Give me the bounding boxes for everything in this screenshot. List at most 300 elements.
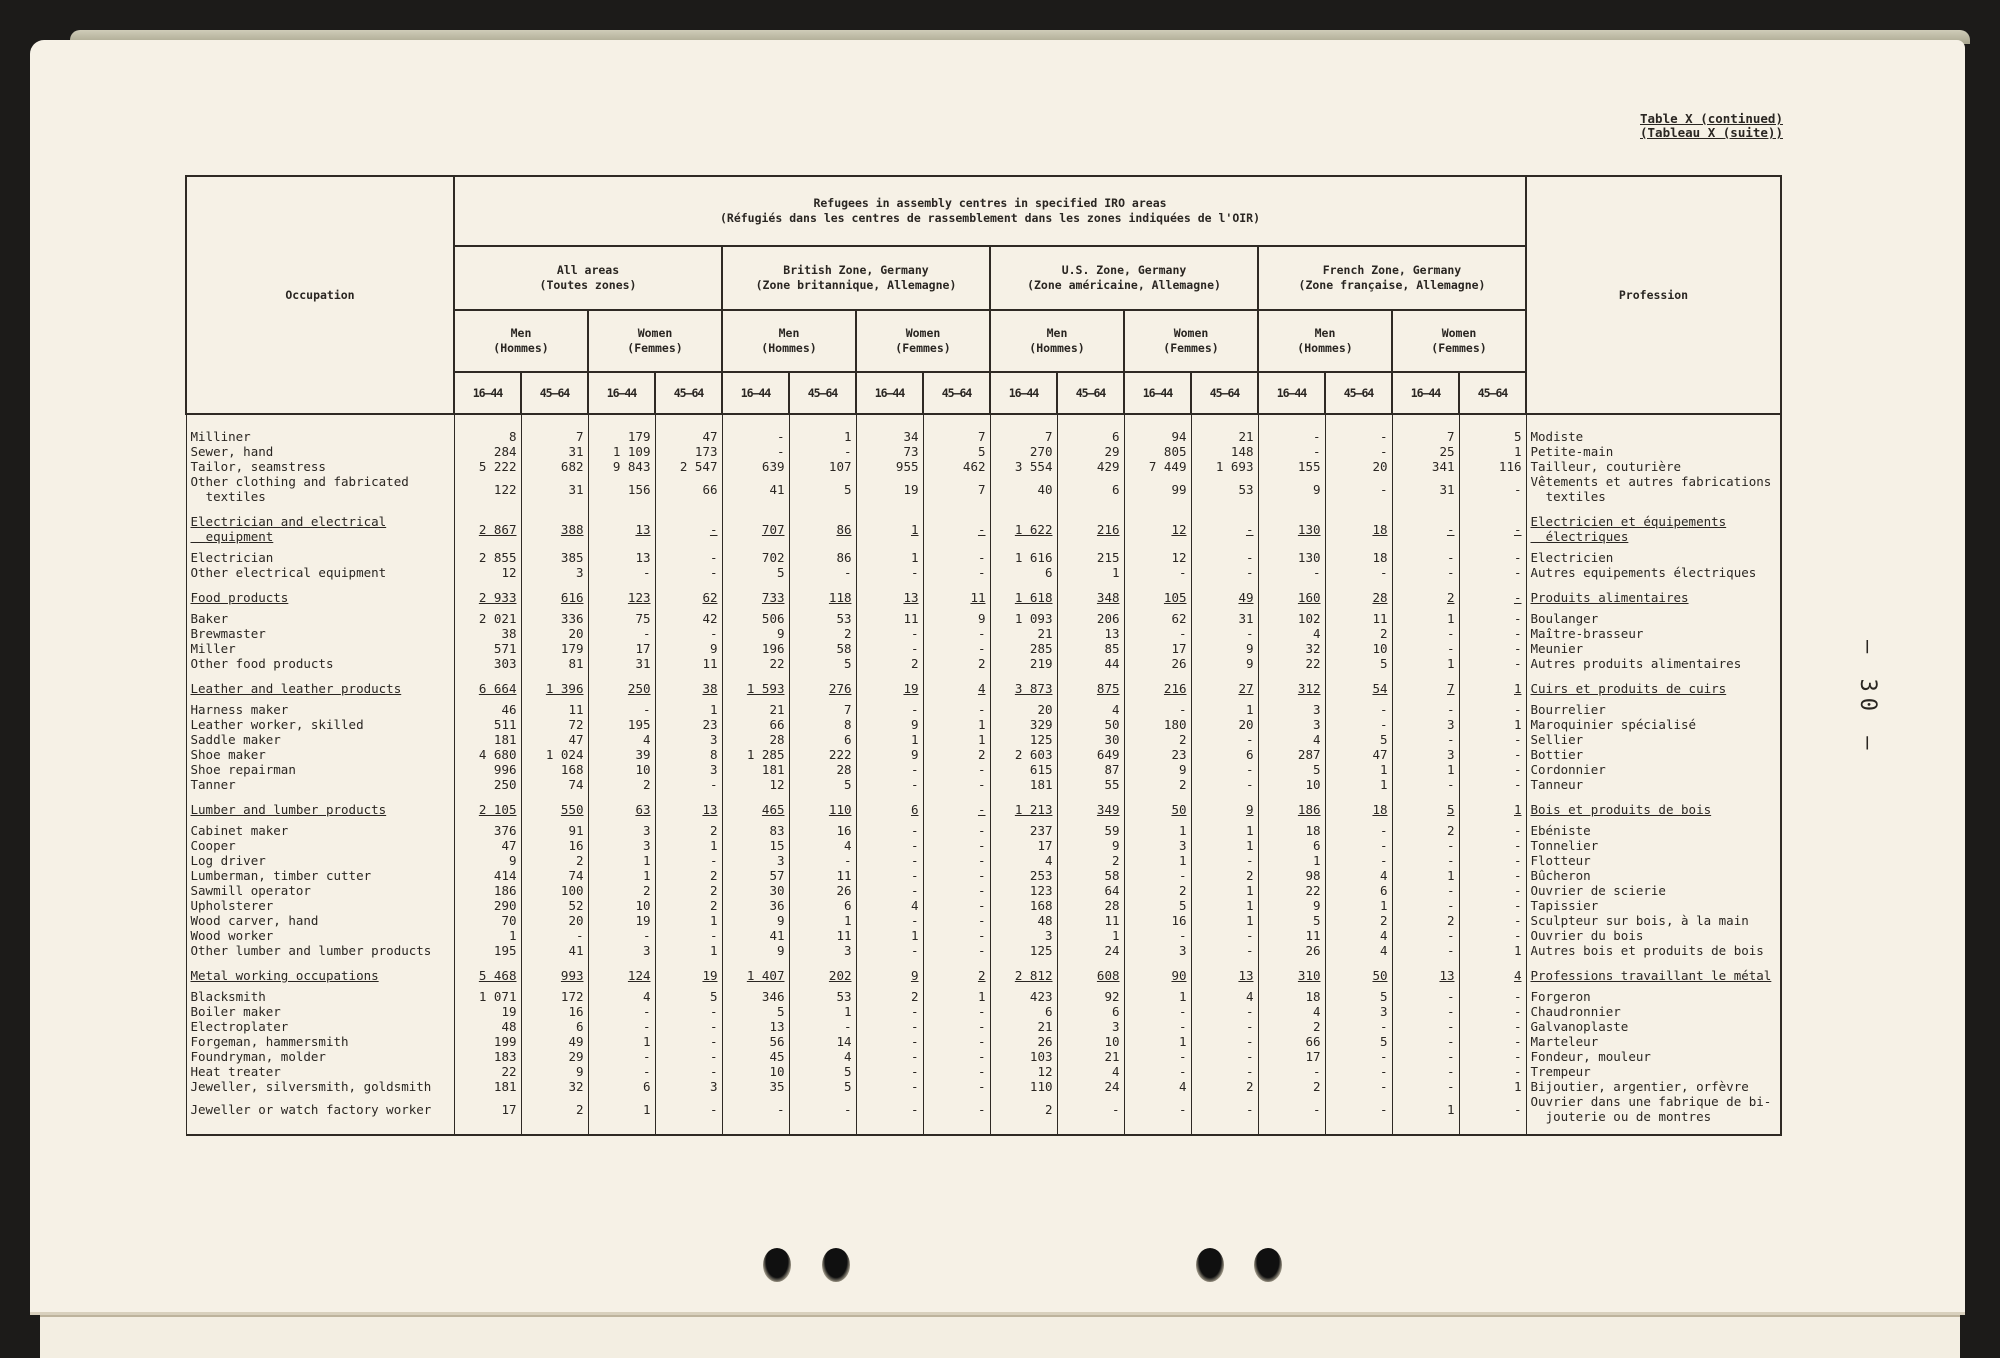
value-cell	[521, 671, 588, 702]
value-cell	[1392, 702, 1459, 717]
value-cell	[1459, 641, 1526, 656]
value-text: 13	[769, 1019, 785, 1034]
value-text: -	[709, 1004, 718, 1019]
profession-cell: Flotteur	[1526, 853, 1781, 868]
value-text: 7	[843, 702, 852, 717]
value-text: 5	[977, 444, 986, 459]
value-cell	[1459, 656, 1526, 671]
value-text: 39	[635, 747, 651, 762]
value-text: 20	[1372, 459, 1388, 474]
profession-cell: Sculpteur sur bois, à la main	[1526, 913, 1781, 928]
value-cell	[789, 913, 856, 928]
value-cell	[1057, 943, 1124, 958]
value-text: 2 547	[679, 459, 718, 474]
value-text: 17	[1305, 1049, 1321, 1064]
value-text: 64	[1104, 883, 1120, 898]
value-cell	[1325, 580, 1392, 611]
value-text: 186	[493, 883, 517, 898]
value-text: 46	[501, 702, 517, 717]
value-cell	[856, 459, 923, 474]
value-cell	[722, 474, 789, 504]
value-cell	[521, 656, 588, 671]
value-text: 86	[836, 521, 852, 537]
value-cell	[1057, 853, 1124, 868]
value-text: 1	[1245, 913, 1254, 928]
occupation-cell: Wood worker	[186, 928, 454, 943]
value-cell	[1191, 868, 1258, 883]
value-text: 1	[1446, 1101, 1455, 1117]
value-cell	[1325, 504, 1392, 550]
value-cell	[789, 928, 856, 943]
value-text: -	[1379, 702, 1388, 717]
value-cell	[655, 565, 722, 580]
value-cell	[923, 580, 990, 611]
value-text: 6	[1111, 429, 1120, 444]
value-cell	[1057, 1064, 1124, 1079]
value-cell	[655, 747, 722, 762]
sex-name: Women	[1441, 326, 1477, 340]
value-cell	[1459, 868, 1526, 883]
sex-name-fr: (Femmes)	[1163, 341, 1219, 355]
value-text: 2	[642, 777, 651, 792]
value-cell	[588, 1004, 655, 1019]
value-text: -	[1178, 1064, 1187, 1079]
value-cell	[521, 459, 588, 474]
value-text: 1	[910, 732, 919, 747]
value-text: 24	[1104, 1079, 1120, 1094]
value-cell	[990, 641, 1057, 656]
value-text: -	[1513, 656, 1522, 671]
value-cell	[655, 550, 722, 565]
value-text: -	[977, 913, 986, 928]
value-text: 215	[1096, 550, 1120, 565]
value-text: 10	[769, 1064, 785, 1079]
table-row	[186, 656, 1781, 671]
occupation-cell: Sewer, hand	[186, 444, 454, 459]
value-cell	[856, 823, 923, 838]
value-text: 91	[568, 823, 584, 838]
table-row	[186, 1094, 1781, 1135]
value-text: 2	[575, 853, 584, 868]
value-cell	[990, 1079, 1057, 1094]
value-text: 3	[843, 943, 852, 958]
value-text: 733	[761, 590, 785, 605]
value-text: 21	[1037, 626, 1053, 641]
value-cell	[454, 868, 521, 883]
value-cell	[1057, 1094, 1124, 1135]
value-cell	[990, 958, 1057, 989]
value-cell	[1057, 777, 1124, 792]
value-cell	[521, 747, 588, 762]
age-header: 45–64	[655, 372, 722, 414]
value-text: -	[1513, 1034, 1522, 1049]
value-text: -	[910, 823, 919, 838]
value-cell	[655, 1019, 722, 1034]
value-cell	[1124, 913, 1191, 928]
value-text: 14	[836, 1034, 852, 1049]
value-cell	[1325, 883, 1392, 898]
table-row	[186, 565, 1781, 580]
value-text: 26	[1037, 1034, 1053, 1049]
value-text: 12	[1171, 521, 1187, 537]
value-text: -	[910, 702, 919, 717]
value-cell	[454, 838, 521, 853]
value-cell	[1124, 838, 1191, 853]
value-text: 19	[702, 968, 718, 983]
value-cell	[1459, 943, 1526, 958]
value-text: 11	[568, 702, 584, 717]
table-row	[186, 611, 1781, 626]
value-text: 20	[1238, 717, 1254, 732]
value-cell	[1325, 459, 1392, 474]
value-cell	[990, 1094, 1057, 1135]
value-cell	[856, 550, 923, 565]
value-text: -	[1513, 1101, 1522, 1117]
value-cell	[588, 762, 655, 777]
value-cell	[1325, 823, 1392, 838]
age-header: 16–44	[1392, 372, 1459, 414]
value-cell	[789, 611, 856, 626]
occupation-cell: Tailor, seamstress	[186, 459, 454, 474]
value-cell	[856, 913, 923, 928]
value-text: 19	[501, 1004, 517, 1019]
value-text: 28	[1372, 590, 1388, 605]
occupation-cell: Cooper	[186, 838, 454, 853]
value-text: -	[977, 1064, 986, 1079]
value-text: 222	[828, 747, 852, 762]
value-text: 70	[501, 913, 517, 928]
value-cell	[1392, 656, 1459, 671]
value-text: 6	[1245, 747, 1254, 762]
value-text: 5	[843, 1064, 852, 1079]
value-text: 5	[843, 777, 852, 792]
value-text: 25	[1439, 444, 1455, 459]
value-text: 20	[1037, 702, 1053, 717]
value-text: -	[910, 626, 919, 641]
value-text: 312	[1297, 681, 1321, 696]
value-cell	[722, 823, 789, 838]
value-text: 40	[1037, 481, 1053, 497]
value-cell	[454, 444, 521, 459]
value-cell	[655, 611, 722, 626]
value-text: 148	[1230, 444, 1254, 459]
profession-cell: Cordonnier	[1526, 762, 1781, 777]
value-cell	[588, 1064, 655, 1079]
profession-cell: Electricien	[1526, 550, 1781, 565]
value-cell	[1191, 459, 1258, 474]
value-cell	[1325, 762, 1392, 777]
value-cell	[1325, 989, 1392, 1004]
value-cell	[1258, 1079, 1325, 1094]
value-text: 30	[1104, 732, 1120, 747]
value-cell	[1258, 732, 1325, 747]
value-cell	[923, 504, 990, 550]
value-text: 179	[627, 429, 651, 444]
table-row	[186, 444, 1781, 459]
value-cell	[1459, 747, 1526, 762]
value-cell	[1392, 580, 1459, 611]
value-cell	[1057, 702, 1124, 717]
value-text: -	[1513, 550, 1522, 565]
value-cell	[521, 792, 588, 823]
value-text: -	[910, 777, 919, 792]
value-cell	[990, 611, 1057, 626]
value-text: -	[910, 1019, 919, 1034]
value-cell	[1392, 1064, 1459, 1079]
value-text: 18	[1372, 521, 1388, 537]
value-cell	[1459, 1094, 1526, 1135]
occupation-cell: Upholsterer	[186, 898, 454, 913]
value-text: -	[1513, 838, 1522, 853]
value-text: 160	[1297, 590, 1321, 605]
value-cell	[1191, 943, 1258, 958]
age-header: 16–44	[856, 372, 923, 414]
value-text: 5	[1312, 913, 1321, 928]
value-text: 423	[1029, 989, 1053, 1004]
value-text: 31	[635, 656, 651, 671]
value-text: -	[1513, 762, 1522, 777]
value-cell	[1459, 550, 1526, 565]
value-cell	[1459, 958, 1526, 989]
value-cell	[1459, 777, 1526, 792]
area-header	[1258, 246, 1526, 310]
value-cell	[990, 883, 1057, 898]
value-cell	[454, 1019, 521, 1034]
value-text: 5	[776, 1004, 785, 1019]
value-cell	[1191, 550, 1258, 565]
value-cell	[1057, 1019, 1124, 1034]
value-cell	[655, 1049, 722, 1064]
value-text: 8	[709, 747, 718, 762]
value-cell	[1191, 474, 1258, 504]
value-cell	[521, 611, 588, 626]
value-text: -	[709, 1064, 718, 1079]
value-cell	[722, 853, 789, 868]
value-text: 12	[501, 565, 517, 580]
value-text: 4	[1513, 968, 1522, 983]
value-text: 181	[493, 1079, 517, 1094]
value-cell	[1057, 641, 1124, 656]
value-cell	[1325, 1004, 1392, 1019]
value-text: -	[642, 1004, 651, 1019]
value-cell	[722, 444, 789, 459]
value-text: -	[977, 565, 986, 580]
area-name-fr: (Zone américaine, Allemagne)	[1027, 278, 1221, 292]
value-cell	[588, 747, 655, 762]
value-cell	[1191, 762, 1258, 777]
value-text: -	[709, 777, 718, 792]
value-cell	[1258, 823, 1325, 838]
value-text: 376	[493, 823, 517, 838]
profession-cell: Sellier	[1526, 732, 1781, 747]
value-text: -	[642, 1019, 651, 1034]
table-row	[186, 1019, 1781, 1034]
occupation-cell: Forgeman, hammersmith	[186, 1034, 454, 1049]
value-text: 4	[910, 898, 919, 913]
age-header: 45–64	[1057, 372, 1124, 414]
value-cell	[1459, 671, 1526, 702]
value-text: 9 843	[612, 459, 651, 474]
value-text: 6	[843, 732, 852, 747]
value-text: 44	[1104, 656, 1120, 671]
value-text: 608	[1096, 968, 1120, 983]
value-cell	[1459, 732, 1526, 747]
value-cell	[1258, 504, 1325, 550]
value-text: 6	[575, 1019, 584, 1034]
occupation-cell: Electrician and electrical equipment	[186, 504, 454, 550]
value-cell	[789, 868, 856, 883]
occupation-cell: Saddle maker	[186, 732, 454, 747]
value-text: 2	[709, 883, 718, 898]
value-text: -	[977, 641, 986, 656]
value-text: -	[776, 444, 785, 459]
value-cell	[789, 656, 856, 671]
value-text: -	[1513, 1049, 1522, 1064]
value-cell	[789, 792, 856, 823]
value-cell	[588, 898, 655, 913]
value-text: 4	[1379, 868, 1388, 883]
value-cell	[1325, 550, 1392, 565]
value-text: 5 222	[478, 459, 517, 474]
value-text: 41	[568, 943, 584, 958]
table-row	[186, 1079, 1781, 1094]
value-cell	[1124, 1004, 1191, 1019]
value-text: 9	[910, 968, 919, 983]
value-cell	[655, 717, 722, 732]
value-text: 21	[1104, 1049, 1120, 1064]
value-text: -	[1379, 838, 1388, 853]
value-text: 57	[769, 868, 785, 883]
value-cell	[1392, 883, 1459, 898]
value-text: 17	[501, 1101, 517, 1117]
profession-cell: Ouvrier de scierie	[1526, 883, 1781, 898]
table-row	[186, 1004, 1781, 1019]
value-text: -	[1513, 611, 1522, 626]
value-text: 7	[1446, 429, 1455, 444]
value-text: 47	[501, 838, 517, 853]
value-text: 6	[642, 1079, 651, 1094]
value-text: -	[575, 928, 584, 943]
value-cell	[1124, 565, 1191, 580]
value-cell	[1392, 732, 1459, 747]
value-cell	[655, 732, 722, 747]
age-header: 45–64	[923, 372, 990, 414]
value-text: 55	[1104, 777, 1120, 792]
profession-cell: Autres bois et produits de bois	[1526, 943, 1781, 958]
value-text: 1 407	[746, 968, 785, 983]
value-text: 156	[627, 481, 651, 497]
page-number: — 30 —	[1855, 640, 1880, 756]
value-cell	[521, 1094, 588, 1135]
value-cell	[990, 550, 1057, 565]
occupation-cell: Miller	[186, 641, 454, 656]
value-cell	[1459, 717, 1526, 732]
value-cell	[923, 777, 990, 792]
value-cell	[1191, 853, 1258, 868]
value-cell	[722, 611, 789, 626]
value-text: 35	[769, 1079, 785, 1094]
value-text: 49	[568, 1034, 584, 1049]
value-cell	[521, 913, 588, 928]
value-text: 102	[1297, 611, 1321, 626]
value-cell	[655, 853, 722, 868]
value-text: -	[776, 1101, 785, 1117]
value-text: -	[1178, 626, 1187, 641]
value-cell	[923, 611, 990, 626]
profession-cell: Maroquinier spécialisé	[1526, 717, 1781, 732]
value-text: -	[709, 1019, 718, 1034]
value-text: 429	[1096, 459, 1120, 474]
value-text: 1	[843, 429, 852, 444]
value-text: 3	[776, 853, 785, 868]
value-text: -	[1245, 1049, 1254, 1064]
value-text: 875	[1096, 681, 1120, 696]
value-cell	[1191, 928, 1258, 943]
table-row	[186, 459, 1781, 474]
value-text: 1	[910, 550, 919, 565]
value-text: 4	[1379, 928, 1388, 943]
value-text: -	[709, 550, 718, 565]
value-text: 9	[776, 626, 785, 641]
value-text: -	[1446, 732, 1455, 747]
value-cell	[454, 928, 521, 943]
value-cell	[1124, 1079, 1191, 1094]
value-cell	[1057, 762, 1124, 777]
value-cell	[856, 414, 923, 444]
value-cell	[990, 1034, 1057, 1049]
value-text: 66	[1305, 1034, 1321, 1049]
sex-header	[454, 310, 588, 372]
value-text: 1	[977, 989, 986, 1004]
value-cell	[1392, 565, 1459, 580]
value-cell	[1459, 792, 1526, 823]
value-text: 4	[843, 1049, 852, 1064]
value-cell	[1191, 989, 1258, 1004]
value-cell	[789, 474, 856, 504]
value-cell	[789, 958, 856, 989]
value-cell	[789, 1064, 856, 1079]
value-text: 62	[1171, 611, 1187, 626]
value-text: 28	[769, 732, 785, 747]
value-cell	[1191, 1019, 1258, 1034]
value-cell	[655, 898, 722, 913]
table-group-row	[186, 792, 1781, 823]
value-text: -	[1178, 868, 1187, 883]
value-cell	[789, 565, 856, 580]
value-text: 7 449	[1148, 459, 1187, 474]
value-text: 29	[1104, 444, 1120, 459]
value-cell	[1325, 641, 1392, 656]
value-text: 616	[560, 590, 584, 605]
value-cell	[722, 913, 789, 928]
value-text: 5	[776, 565, 785, 580]
value-cell	[1191, 504, 1258, 550]
profession-cell: Boulanger	[1526, 611, 1781, 626]
occupation-cell: Leather and leather products	[186, 671, 454, 702]
value-text: -	[709, 928, 718, 943]
value-text: 15	[769, 838, 785, 853]
value-cell	[1191, 838, 1258, 853]
value-text: 18	[1372, 802, 1388, 817]
value-text: -	[843, 853, 852, 868]
value-text: -	[1513, 913, 1522, 928]
value-text: 5	[1513, 429, 1522, 444]
value-text: 31	[1439, 481, 1455, 497]
value-cell	[521, 989, 588, 1004]
value-text: 5	[1379, 989, 1388, 1004]
value-cell	[1124, 958, 1191, 989]
value-text: -	[977, 928, 986, 943]
